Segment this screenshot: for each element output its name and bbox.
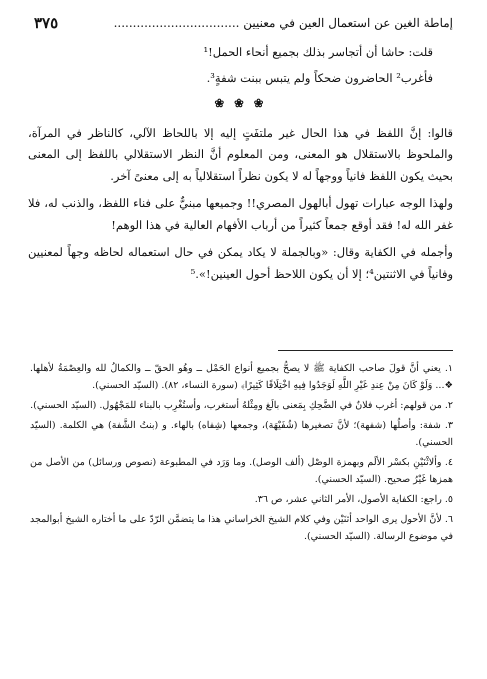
section-separator: ❀ ❀ ❀ [214, 96, 267, 110]
footnote: ١. يعني أنَّ قولَ صاحب الكفاية ﷺ لا يصحُّ بجميع أنواع الحَمْل ــ وهُو الحقّ ــ والكمالُ لله والعِصْمَةُ لأهلها. ❖... وَلَوْ كَانَ مِنْ عِندِ غَيْرِ اللَّهِ لَوَجَدُوا فِيهِ اخْتِلَافًا كَثِيرًا﴾ (سورة النساء، ٨٢). (السيّد الحسني). [30, 363, 453, 391]
footnote: ٦. لأنَّ الأحول يرى الواحد أثنَيْن وفي كلام الشيخ الخراساني هذا ما يتضمَّن الرّدّ على ما أختاره الشيخ أبوالمجد في موضوع الرسالة. (السيّد الحسني). [30, 514, 453, 542]
footnote-rule [278, 350, 453, 351]
footnotes [30, 360, 453, 548]
footnote: ٣. شفة: وأصلُها (شفهة)؛ لأنَّ تصغيرها (شُفَيْهَة)، وجمعها (شِفاه) بالهاء. و (بنتُ الشَّفة) هي الكلمة. (السيّد الحسني). [30, 420, 453, 448]
main-text [28, 38, 453, 291]
footnote: ٥. راجع: الكفاية الأصول، الأمر الثاني عشر، ص ٣٦. [254, 494, 453, 505]
running-title: إماطة الغين عن استعمال العين في معنيين ................................. [113, 16, 453, 30]
running-header [34, 14, 453, 34]
footnote: ٢. من قولهم: أغرب فلانٌ في الضَّحِكِ بِمَعنى بالَغ ومِثْلهُ أستغرب، وأستُغْرِب بالبناء للمَجْهُول. (السيّد الحسني). [30, 400, 453, 411]
verse-line: قلت: حاشا أن أتجاسر بذلك بجميع أنحاء الحمل!¹ [203, 45, 433, 59]
verse-line: فأغرب² الحاضرون ضحكاً ولم يتبس ببنت شفةٍ³. [206, 70, 433, 85]
page-number: ٣٧٥ [34, 14, 59, 32]
paragraph: وأجمله في الكفاية وقال: «وبالجملة لا يكاد يمكن في حال استعماله لحاظه وجهاً لمعنيين وفانياً في الاثنتين⁴؛ إلا أن يكون اللاحظ أحول العينين!».⁵ [28, 245, 453, 281]
footnote: ٤. وألاثْنَيْنِ بكسْر الألَم وبهمزة الوصْل (ألف الوصل). وما وَرَد في المطبوعة (نصوص ورسائل) من الأصل من همزها غَيْرُ صحيح. (السيّد الحسني). [30, 457, 453, 485]
paragraph: قالوا: إنَّ اللفظ في هذا الحال غير ملتفَتٍ إليه إلا باللحاظ الآلي، كالناظر في المرآة، والملحوظ بالاستقلال هو المعنى، ومن المعلوم أنَّ النظر الاستقلالي باللفظ إلى المعنى بحيث يكون اللفظ فانياً ووجهاً له لا يكون نظراً استقلالياً به إلى معنىً آخر. [28, 125, 453, 183]
paragraph: ولهذا الوجه عبارات تهول أبالهول المصري!! وجميعها مبنيٌّ على فناء اللفظ، والذنب له، فلا غفر الله له! فقد أوقع جمعاً كثيراً من أرباب الأفهام العالية في هذا الوهم! [28, 196, 453, 232]
